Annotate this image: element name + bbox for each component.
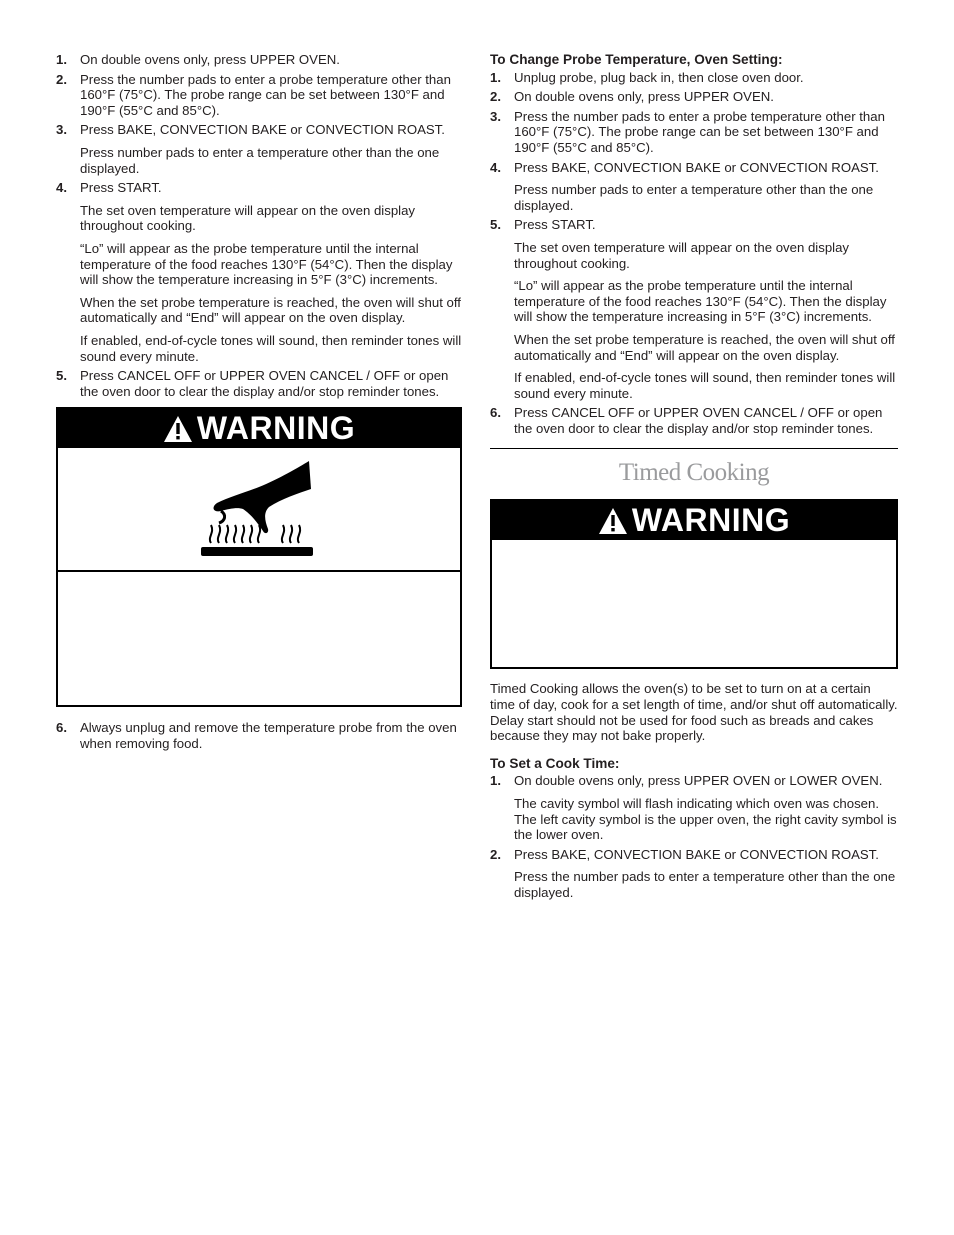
step-text: Press START. <box>80 180 162 196</box>
step-text: Press number pads to enter a temperature other than the one displayed. <box>80 144 440 176</box>
list-item <box>56 720 462 751</box>
step-number: 3. <box>56 122 67 138</box>
step-number: 1. <box>490 69 501 85</box>
step-text: If enabled, end-of-cycle tones will sound, then reminder tones will sound every minute. <box>514 370 896 401</box>
step-number: 2. <box>490 846 501 862</box>
right-column <box>490 52 898 905</box>
list-item <box>490 160 898 214</box>
section-title: Timed Cooking <box>618 459 770 487</box>
step-text: Press BAKE, CONVECTION BAKE or CONVECTION ROAST. <box>514 159 879 175</box>
step-text: Press BAKE, CONVECTION BAKE or CONVECTION ROAST. <box>80 122 445 138</box>
section-divider <box>490 448 898 449</box>
step-text: Press number pads to enter a temperature other than the one displayed. <box>514 182 874 213</box>
list-item <box>490 217 898 401</box>
step-text: “Lo” will appear as the probe temperature until the internal temperature of the food reaches 130°F (54°C). Then the display will show the temperature increasing in 5°F (3°C) increments. <box>80 240 453 288</box>
list-item <box>490 405 898 436</box>
step-text: Press the number pads to enter a probe temperature other than 160°F (75°C). The probe range can be set between 130°F and 190°F (55°C and 85°C). <box>80 71 451 118</box>
step-text: When the set probe temperature is reached, the oven will shut off automatically and “End” will appear on the oven display. <box>80 294 461 326</box>
step-text: “Lo” will appear as the probe temperature until the internal temperature of the food reaches 130°F (54°C). Then the display will show the temperature increasing in 5°F (3°C) increments. <box>514 278 887 325</box>
step-number: 2. <box>490 89 501 105</box>
step-number: 3. <box>490 108 501 124</box>
step-text: Press the number pads to enter a temperature other than the one displayed. <box>514 869 896 900</box>
hot-surface-warning-box <box>56 407 462 707</box>
list-item <box>56 72 462 119</box>
step-text: Press BAKE, CONVECTION BAKE or CONVECTION ROAST. <box>514 846 879 862</box>
step-number: 1. <box>490 773 501 789</box>
warning-label: WARNING <box>196 409 356 446</box>
step-number: 4. <box>490 159 501 175</box>
hot-surface-hand-icon <box>199 459 319 559</box>
list-item <box>490 847 898 901</box>
left-column <box>56 52 462 755</box>
list-item <box>56 180 462 364</box>
step-text: On double ovens only, press UPPER OVEN. <box>514 89 774 105</box>
list-item <box>490 109 898 156</box>
step-number: 4. <box>56 180 67 196</box>
step-text: Press the number pads to enter a probe temperature other than 160°F (75°C). The probe range can be set between 130°F and 190°F (55°C and 85°C). <box>514 108 885 155</box>
list-item <box>490 89 898 105</box>
step-text: Press CANCEL OFF or UPPER OVEN CANCEL / OFF or open the oven door to clear the display and/or stop reminder tones. <box>80 368 449 399</box>
timed-cooking-intro: Timed Cooking allows the oven(s) to be set to turn on at a certain time of day, cook for a set length of time, and/or shut off automatically. Delay start should not be used for food such as breads and cakes because they may not bake properly. <box>490 681 898 744</box>
warning-triangle-icon <box>163 415 193 443</box>
step-number: 5. <box>56 368 67 384</box>
cook-time-subhead: To Set a Cook Time: <box>490 755 620 771</box>
step-text: If enabled, end-of-cycle tones will sound, then reminder tones will sound every minute. <box>80 332 462 364</box>
step-number: 2. <box>56 71 67 87</box>
warning-icon-panel <box>58 448 460 572</box>
probe-change-steps-list <box>490 70 898 437</box>
list-item <box>56 52 462 68</box>
step-text: On double ovens only, press UPPER OVEN. <box>80 52 340 67</box>
step-number: 5. <box>490 217 501 233</box>
step-text: Press START. <box>514 217 596 233</box>
step-text: The cavity symbol will flash indicating which oven was chosen. The left cavity symbol is the upper oven, the right cavity symbol is the lower oven. <box>514 796 897 843</box>
cook-time-steps-list <box>490 773 898 900</box>
warning-header <box>58 409 460 448</box>
step-text: When the set probe temperature is reached, the oven will shut off automatically and “End” will appear on the oven display. <box>514 331 895 363</box>
timed-cooking-warning-box <box>490 499 898 669</box>
warning-header <box>492 501 896 540</box>
warning-label: WARNING <box>631 502 791 539</box>
probe-after-step <box>56 720 462 751</box>
list-item <box>56 368 462 399</box>
list-item <box>490 773 898 842</box>
step-text: Press CANCEL OFF or UPPER OVEN CANCEL / OFF or open the oven door to clear the display and/or stop reminder tones. <box>514 405 883 436</box>
step-text: The set oven temperature will appear on the oven display throughout cooking. <box>80 202 416 234</box>
step-text: The set oven temperature will appear on the oven display throughout cooking. <box>514 239 850 271</box>
step-number: 6. <box>490 405 501 421</box>
list-item <box>490 70 898 86</box>
warning-triangle-icon <box>598 507 628 535</box>
step-number: 6. <box>56 720 67 736</box>
step-number: 1. <box>56 52 67 67</box>
probe-steps-list <box>56 52 462 399</box>
step-text: Unplug probe, plug back in, then close oven door. <box>514 69 804 85</box>
step-text: On double ovens only, press UPPER OVEN or LOWER OVEN. <box>514 773 883 789</box>
probe-change-subhead: To Change Probe Temperature, Oven Setting: <box>490 52 783 67</box>
step-text: Always unplug and remove the temperature probe from the oven when removing food. <box>80 720 457 751</box>
list-item <box>56 122 462 176</box>
